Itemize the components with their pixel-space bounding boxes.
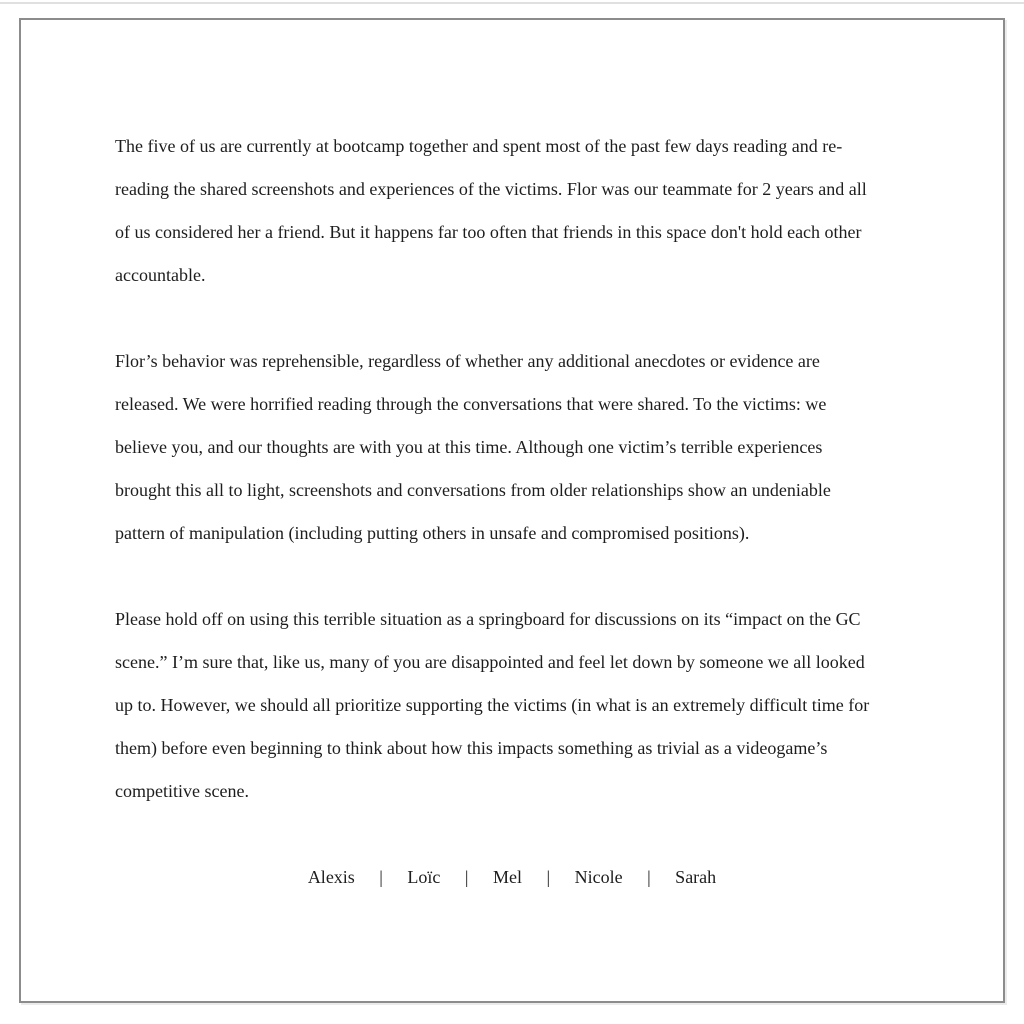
statement-body — [21, 20, 1003, 899]
text-line: competitive scene. — [115, 781, 249, 801]
statement-paragraph-1 — [115, 125, 909, 297]
text-line: them) before even beginning to think about how this impacts something as trivial as a videogame’s — [115, 738, 828, 758]
text-line: believe you, and our thoughts are with you at this time. Although one victim’s terrible experiences — [115, 437, 823, 457]
statement-paragraph-2 — [115, 340, 909, 555]
text-line: reading the shared screenshots and experiences of the victims. Flor was our teammate for 2 years and all — [115, 179, 867, 199]
window-top-edge — [0, 2, 1024, 4]
text-line: released. We were horrified reading through the conversations that were shared. To the victims: we — [115, 394, 827, 414]
text-line: The five of us are currently at bootcamp together and spent most of the past few days reading and re- — [115, 136, 843, 156]
statement-paragraph-3 — [115, 598, 909, 813]
text-line: Please hold off on using this terrible situation as a springboard for discussions on its “impact on the GC — [115, 609, 861, 629]
signature-block — [115, 856, 909, 899]
text-line: brought this all to light, screenshots and conversations from older relationships show an undeniable — [115, 480, 831, 500]
text-line: of us considered her a friend. But it happens far too often that friends in this space don't hold each other — [115, 222, 862, 242]
text-line: accountable. — [115, 265, 206, 285]
document-page — [19, 18, 1005, 1003]
text-line: up to. However, we should all prioritize supporting the victims (in what is an extremely difficult time for — [115, 695, 870, 715]
text-line: pattern of manipulation (including putting others in unsafe and compromised positions). — [115, 523, 750, 543]
text-line: scene.” I’m sure that, like us, many of you are disappointed and feel let down by someone we all looked — [115, 652, 865, 672]
signature-names: Alexis | Loïc | Mel | Nicole | Sarah — [307, 867, 717, 887]
text-line: Flor’s behavior was reprehensible, regardless of whether any additional anecdotes or evidence are — [115, 351, 820, 371]
